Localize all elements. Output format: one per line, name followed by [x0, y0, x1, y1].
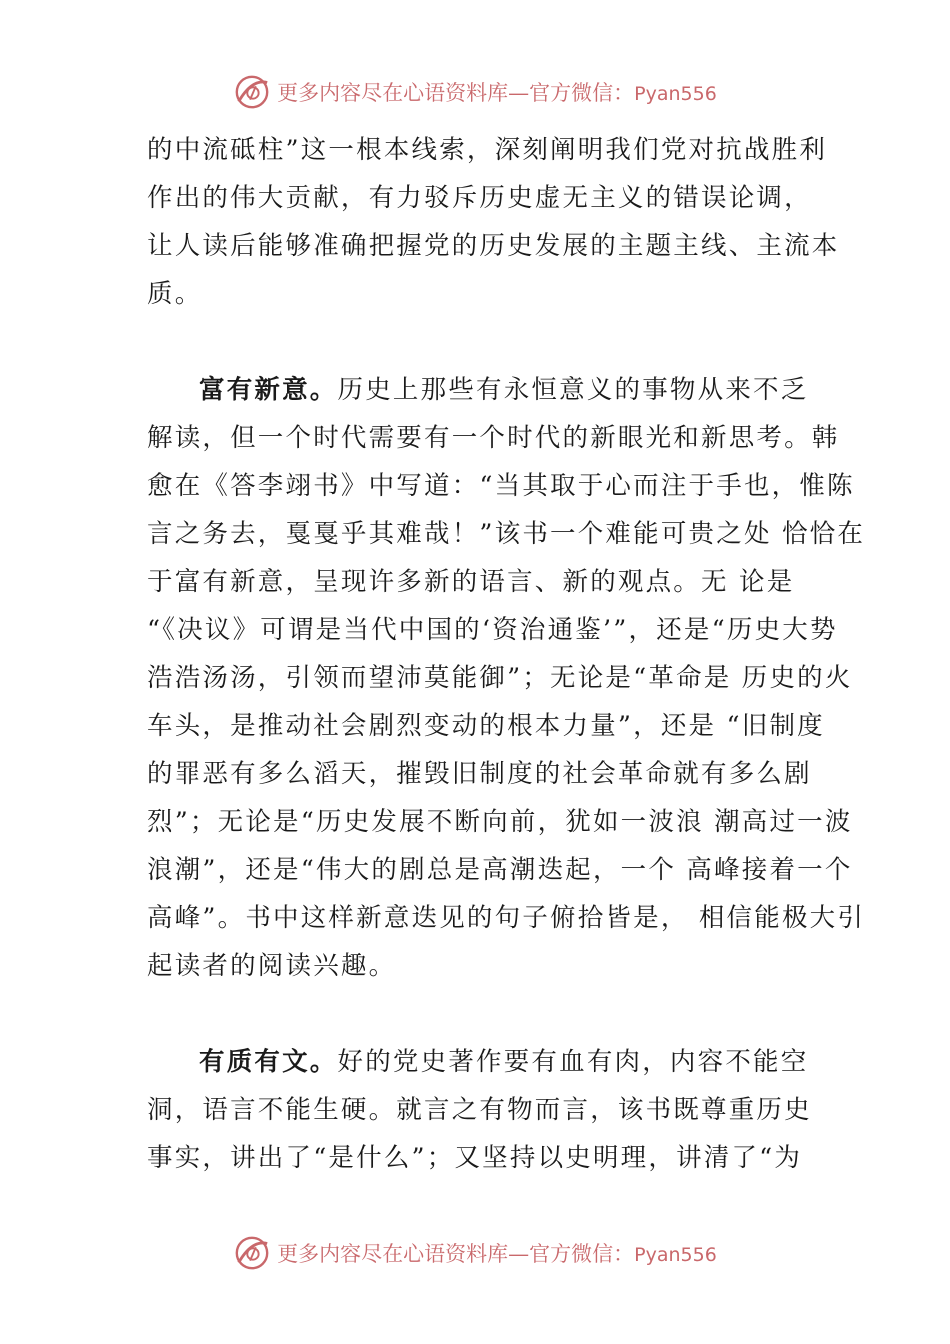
- watermark-text: 更多内容尽在心语资料库—官方微信：Pyan556: [277, 81, 717, 105]
- watermark-logo-icon: [233, 1234, 271, 1272]
- text-line: 事实，讲出了“是什么”；又坚持以史明理，讲清了“为: [147, 1143, 803, 1173]
- footer-watermark: [0, 1231, 950, 1275]
- paragraph-1: [147, 126, 840, 318]
- text-line: “《决议》可谓是当代中国的‘资治通鉴’”，还是“历史大势: [147, 615, 838, 645]
- text-line: 愈在《答李翊书》中写道：“当其取于心而注于手也，惟陈: [147, 471, 855, 501]
- text-line: 洞，语言不能生硬。就言之有物而言，该书既尊重历史: [147, 1095, 812, 1125]
- text-line: 言之务去，戛戛乎其难哉！”该书一个难能可贵之处 恰恰在: [147, 519, 866, 549]
- text-line: 于富有新意，呈现许多新的语言、新的观点。无 论是: [147, 567, 795, 597]
- paragraph-3: [147, 1038, 837, 1182]
- wechat-id: Pyan556: [634, 83, 717, 105]
- paragraph-heading: 有质有文。: [199, 1047, 338, 1077]
- text-line: 烈”；无论是“历史发展不断向前，犹如一波浪 潮高过一波: [147, 807, 853, 837]
- paragraph-heading: 富有新意。: [199, 375, 338, 405]
- text-line: 浩浩汤汤，引领而望沛莫能御”；无论是“革命是 历史的火: [147, 663, 853, 693]
- watermark-logo-icon: [233, 73, 271, 111]
- text-line: 有质有文。好的党史著作要有血有肉，内容不能空: [199, 1047, 809, 1077]
- text-line: 解读，但一个时代需要有一个时代的新眼光和新思考。韩: [147, 423, 840, 453]
- text-line: 的中流砥柱”这一根本线索，深刻阐明我们党对抗战胜利: [147, 135, 828, 165]
- text-line: 质。: [147, 279, 203, 309]
- text-line: 起读者的阅读兴趣。: [147, 951, 397, 981]
- watermark-text: 更多内容尽在心语资料库—官方微信：Pyan556: [277, 1242, 717, 1266]
- text-line: 车头，是推动社会剧烈变动的根本力量”，还是 “旧制度: [147, 711, 825, 741]
- text-line: 富有新意。历史上那些有永恒意义的事物从来不乏: [199, 375, 809, 405]
- header-watermark: [0, 70, 950, 114]
- text-line: 作出的伟大贡献，有力驳斥历史虚无主义的错误论调，: [147, 183, 812, 213]
- text-line: 高峰”。书中这样新意迭见的句子俯拾皆是， 相信能极大引: [147, 903, 866, 933]
- text-line: 浪潮”，还是“伟大的剧总是高潮迭起，一个 高峰接着一个: [147, 855, 853, 885]
- document-body: [147, 126, 866, 1182]
- text-line: 的罪恶有多么滔天，摧毁旧制度的社会革命就有多么剧: [147, 759, 812, 789]
- paragraph-2: [147, 366, 866, 990]
- wechat-id: Pyan556: [634, 1244, 717, 1266]
- text-line: 让人读后能够准确把握党的历史发展的主题主线、主流本: [147, 231, 840, 261]
